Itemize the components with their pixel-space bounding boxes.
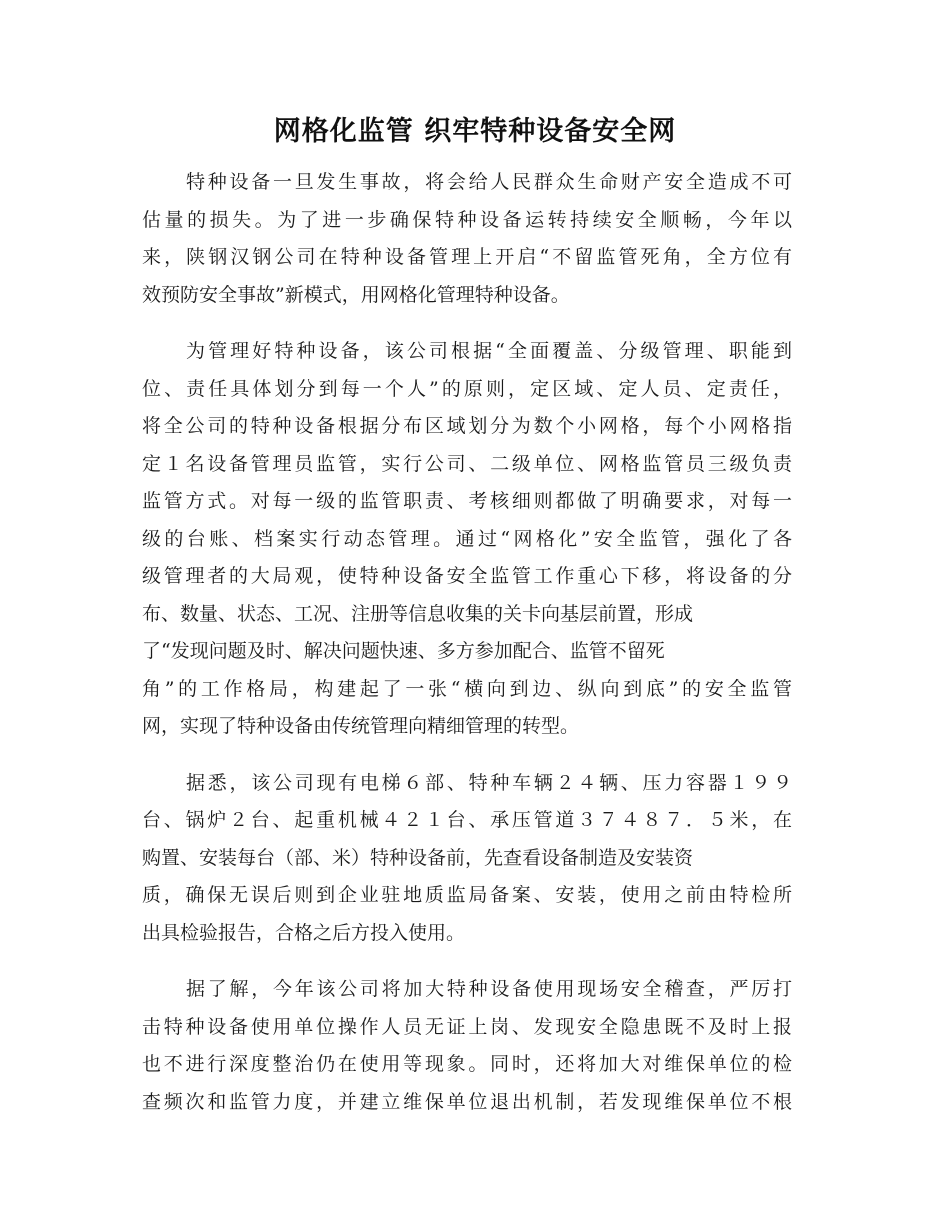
paragraph-line: 出具检验报告，合格之后方投入使用。 (142, 921, 466, 944)
paragraph-line: 角”的工作格局，构建起了一张“横向到边、纵向到底”的安全监管 (142, 677, 792, 700)
paragraph-line: 购置、安装每台（部、米）特种设备前，先查看设备制造及安装资 (142, 846, 694, 869)
paragraph-4 (142, 971, 792, 1121)
paragraph-line: 定１名设备管理员监管，实行公司、二级单位、网格监管员三级负责 (142, 452, 792, 475)
paragraph-line: 将全公司的特种设备根据分布区域划分为数个小网格，每个小网格指 (142, 415, 792, 437)
paragraph-line: 据了解，今年该公司将加大特种设备使用现场安全稽查，严厉打 (186, 978, 792, 1000)
paragraph-line: 特种设备一旦发生事故，将会给人民群众生命财产安全造成不可 (186, 171, 792, 193)
paragraph-line: 查频次和监管力度，并建立维保单位退出机制，若发现维保单位不根 (142, 1090, 792, 1113)
document-body (142, 164, 792, 1121)
paragraph-line: 来，陕钢汉钢公司在特种设备管理上开启“不留监管死角，全方位有 (142, 246, 792, 268)
document-title: 网格化监管 织牢特种设备安全网 (273, 116, 677, 147)
paragraph-line: 击特种设备使用单位操作人员无证上岗、发现安全隐患既不及时上报 (142, 1015, 792, 1038)
paragraph-3 (142, 765, 792, 953)
paragraph-line: 为管理好特种设备，该公司根据“全面覆盖、分级管理、职能到 (186, 340, 792, 362)
paragraph-line: 也不进行深度整治仍在使用等现象。同时，还将加大对维保单位的检 (142, 1053, 792, 1075)
paragraph-2 (142, 333, 792, 746)
paragraph-line: 质，确保无误后则到企业驻地质监局备案、安装，使用之前由特检所 (142, 884, 792, 906)
paragraph-line: 了“发现问题及时、解决问题快速、多方参加配合、监管不留死 (142, 640, 665, 662)
paragraph-line: 位、责任具体划分到每一个人”的原则，定区域、定人员、定责任， (142, 377, 792, 400)
paragraph-line: 监管方式。对每一级的监管职责、考核细则都做了明确要求，对每一 (142, 490, 792, 512)
paragraph-line: 估量的损失。为了进一步确保特种设备运转持续安全顺畅，今年以 (142, 208, 792, 231)
paragraph-line: 效预防安全事故”新模式，用网格化管理特种设备。 (142, 283, 570, 306)
paragraph-line: 级管理者的大局观，使特种设备安全监管工作重心下移，将设备的分 (142, 565, 792, 587)
paragraph-line: 台、锅炉２台、起重机械４２１台、承压管道３７４８７．５米，在 (142, 809, 792, 831)
paragraph-line: 网，实现了特种设备由传统管理向精细管理的转型。 (142, 715, 580, 737)
paragraph-line: 级的台账、档案实行动态管理。通过“网格化”安全监管，强化了各 (142, 527, 792, 550)
paragraph-line: 据悉，该公司现有电梯６部、特种车辆２４辆、压力容器１９９ (186, 771, 792, 794)
paragraph-line: 布、数量、状态、工况、注册等信息收集的关卡向基层前置，形成 (142, 602, 694, 625)
paragraph-1 (142, 164, 792, 314)
